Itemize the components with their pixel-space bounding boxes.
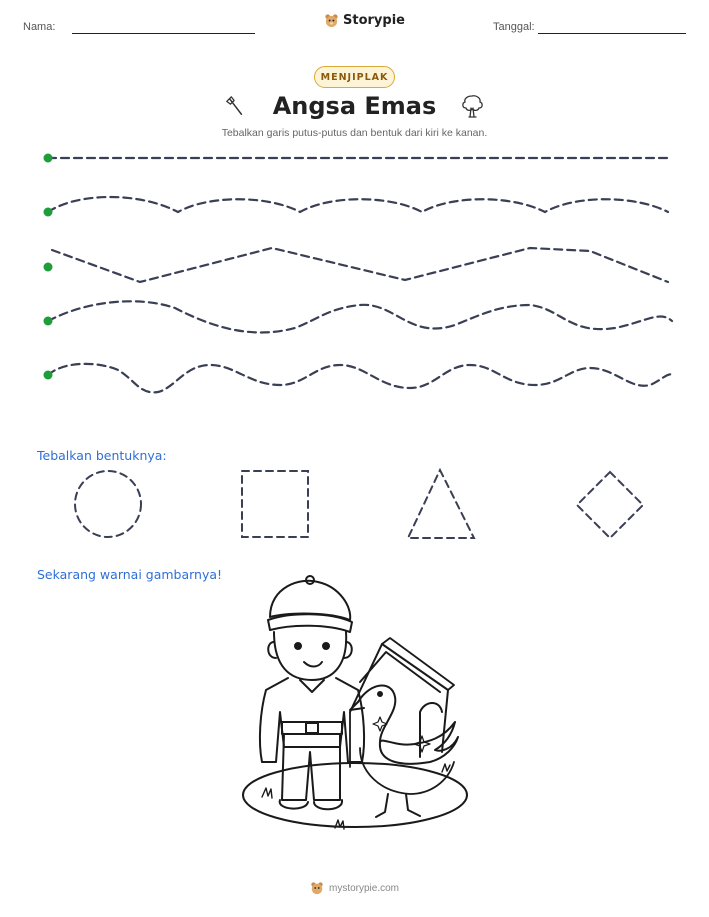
shapes-heading: Tebalkan bentuknya: [37,448,167,463]
name-label: Nama: [23,21,56,33]
coloring-illustration[interactable] [230,572,480,832]
coloring-heading: Sekarang warnai gambarnya! [37,567,223,582]
tracing-line-zigzag[interactable] [52,248,668,282]
start-dot [44,263,53,272]
footer-url[interactable]: mystorypie.com [328,882,399,894]
tracing-line-wave-gentle[interactable] [48,197,668,212]
name-write-line [72,33,255,34]
activity-badge: MENJIPLAK [314,66,395,88]
brand-name: Storypie [343,13,405,28]
boy-face [274,632,346,680]
shape-square[interactable] [242,471,308,537]
brand-logo [324,13,405,28]
date-write-line [538,33,686,34]
date-label: Tanggal: [493,21,535,33]
axe-icon [224,95,246,117]
start-dot [44,208,53,217]
boy-pants [282,734,340,800]
shape-triangle[interactable] [408,470,474,538]
instructions: Tebalkan garis putus-putus dan bentuk dari kiri ke kanan. [221,127,488,139]
tree-icon [459,93,485,119]
tracing-line-wave-large[interactable] [48,301,672,332]
title-text: Angsa Emas [272,92,437,120]
shape-circle[interactable] [75,471,141,537]
storypie-mascot-icon [310,881,324,895]
tracing-shapes [0,462,709,552]
storypie-mascot-icon [324,13,339,28]
tracing-line-wave-rounded[interactable] [48,364,672,393]
ground-patch [243,763,467,827]
footer [0,881,709,895]
goose [358,686,458,764]
start-dot [44,317,53,326]
tracing-lines [0,140,709,400]
start-dot [44,154,53,163]
start-dot [44,371,53,380]
page-title [0,92,709,120]
shape-diamond[interactable] [577,472,643,538]
